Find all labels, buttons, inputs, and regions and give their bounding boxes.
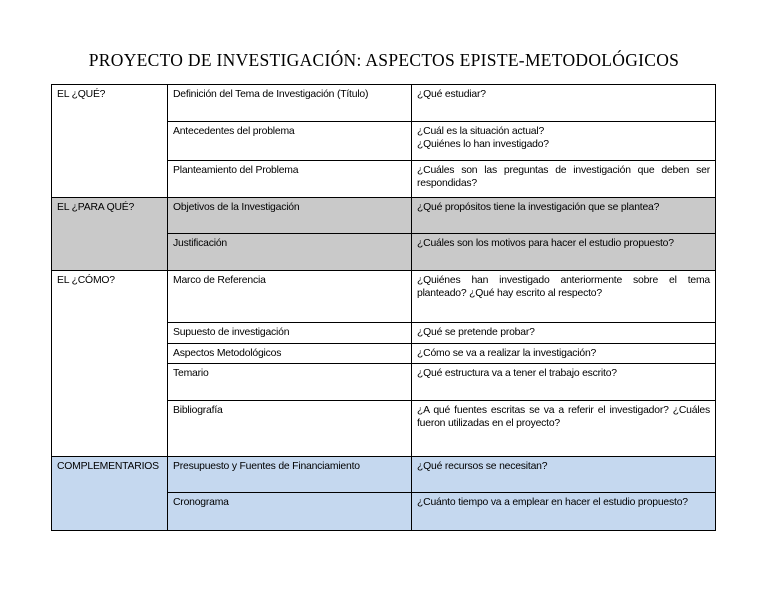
item-cell: Marco de Referencia xyxy=(168,271,412,323)
question-cell: ¿Qué estudiar? xyxy=(412,85,716,122)
item-cell: Cronograma xyxy=(168,493,412,531)
methodology-table xyxy=(51,84,716,531)
question-cell: ¿Cuánto tiempo va a emplear en hacer el estudio propuesto? xyxy=(412,493,716,531)
question-cell: ¿Qué se pretende probar? xyxy=(412,323,716,344)
document-title: PROYECTO DE INVESTIGACIÓN: ASPECTOS EPISTE-METODOLÓGICOS xyxy=(88,50,680,70)
question-cell: ¿Qué estructura va a tener el trabajo escrito? xyxy=(412,364,716,401)
category-cell: COMPLEMENTARIOS xyxy=(52,457,168,531)
table-row xyxy=(52,198,716,234)
item-cell: Aspectos Metodológicos xyxy=(168,344,412,364)
question-cell: ¿A qué fuentes escritas se va a referir el investigador? ¿Cuáles fueron utilizadas en el proyecto? xyxy=(412,401,716,457)
table-row xyxy=(52,85,716,122)
question-cell: ¿Cuáles son los motivos para hacer el estudio propuesto? xyxy=(412,234,716,271)
table-row xyxy=(52,457,716,493)
category-cell: EL ¿CÓMO? xyxy=(52,271,168,457)
item-cell: Objetivos de la Investigación xyxy=(168,198,412,234)
question-cell: ¿Cuál es la situación actual? ¿Quiénes lo han investigado? xyxy=(412,122,716,161)
category-cell: EL ¿PARA QUÉ? xyxy=(52,198,168,271)
category-cell: EL ¿QUÉ? xyxy=(52,85,168,198)
question-cell: ¿Qué recursos se necesitan? xyxy=(412,457,716,493)
item-cell: Justificación xyxy=(168,234,412,271)
table-row xyxy=(52,271,716,323)
question-cell: ¿Cuáles son las preguntas de investigación que deben ser respondidas? xyxy=(412,161,716,198)
item-cell: Antecedentes del problema xyxy=(168,122,412,161)
question-cell: ¿Cómo se va a realizar la investigación? xyxy=(412,344,716,364)
question-cell: ¿Qué propósitos tiene la investigación que se plantea? xyxy=(412,198,716,234)
item-cell: Supuesto de investigación xyxy=(168,323,412,344)
item-cell: Presupuesto y Fuentes de Financiamiento xyxy=(168,457,412,493)
item-cell: Definición del Tema de Investigación (Título) xyxy=(168,85,412,122)
item-cell: Bibliografía xyxy=(168,401,412,457)
question-cell: ¿Quiénes han investigado anteriormente sobre el tema planteado? ¿Qué hay escrito al respecto? xyxy=(412,271,716,323)
item-cell: Planteamiento del Problema xyxy=(168,161,412,198)
item-cell: Temario xyxy=(168,364,412,401)
